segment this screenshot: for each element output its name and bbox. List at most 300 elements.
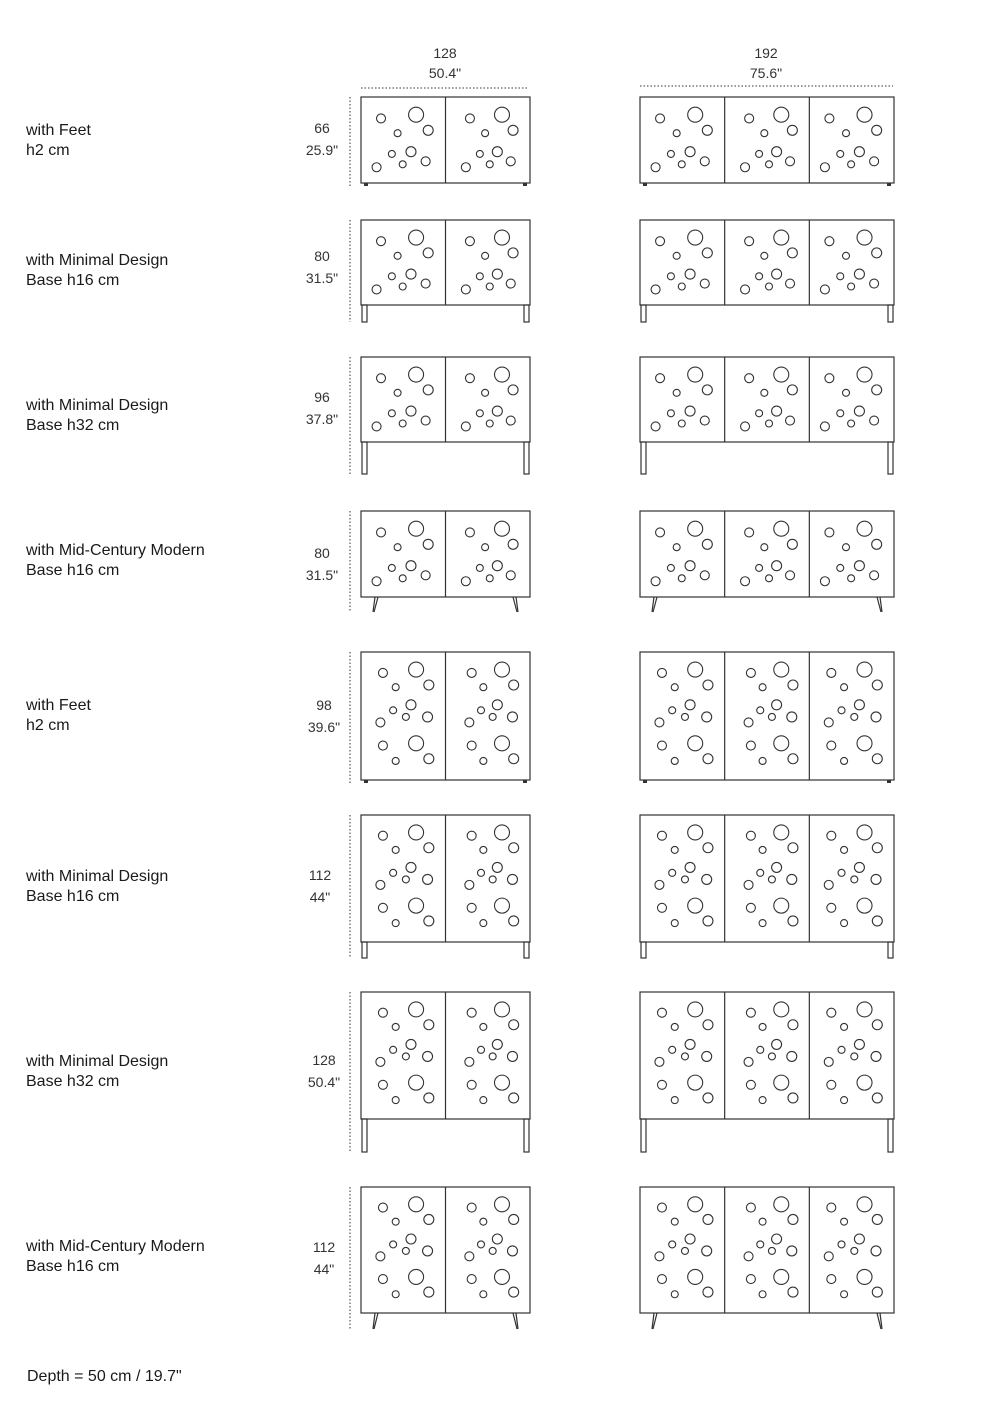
height-cm: 128 xyxy=(312,1052,336,1068)
porthole-circle xyxy=(820,422,829,431)
porthole-circle xyxy=(508,248,518,258)
porthole-circle xyxy=(848,575,855,582)
porthole-circle xyxy=(838,869,845,876)
porthole-circle xyxy=(671,1218,678,1225)
porthole-circle xyxy=(406,1039,416,1049)
row-label-line2: h2 cm xyxy=(26,717,70,734)
minimal-base-leg xyxy=(362,1119,367,1152)
porthole-circle xyxy=(509,916,519,926)
porthole-circle xyxy=(774,367,789,382)
porthole-circle xyxy=(788,1020,798,1030)
porthole-circle xyxy=(774,825,789,840)
porthole-circle xyxy=(478,1046,485,1053)
porthole-circle xyxy=(774,107,789,122)
porthole-circle xyxy=(870,279,879,288)
porthole-circle xyxy=(854,700,864,710)
porthole-circle xyxy=(841,684,848,691)
porthole-circle xyxy=(423,1246,433,1256)
row-label-line2: Base h16 cm xyxy=(26,562,120,579)
porthole-circle xyxy=(744,718,753,727)
porthole-circle xyxy=(461,163,470,172)
porthole-circle xyxy=(703,1214,713,1224)
porthole-circle xyxy=(657,1203,666,1212)
porthole-circle xyxy=(406,1234,416,1244)
porthole-circle xyxy=(774,1197,789,1212)
porthole-circle xyxy=(787,248,797,258)
porthole-circle xyxy=(838,1046,845,1053)
foot xyxy=(887,780,891,783)
porthole-circle xyxy=(480,1291,487,1298)
porthole-circle xyxy=(741,422,750,431)
porthole-circle xyxy=(857,1002,872,1017)
porthole-circle xyxy=(854,1234,864,1244)
porthole-circle xyxy=(685,269,695,279)
porthole-circle xyxy=(467,903,476,912)
porthole-circle xyxy=(843,130,850,137)
row-label-line2: Base h16 cm xyxy=(26,1258,120,1275)
porthole-circle xyxy=(388,564,395,571)
minimal-base-leg xyxy=(524,442,529,474)
porthole-circle xyxy=(478,1241,485,1248)
porthole-circle xyxy=(788,916,798,926)
porthole-circle xyxy=(423,125,433,135)
porthole-circle xyxy=(768,1247,775,1254)
porthole-circle xyxy=(376,1057,385,1066)
minimal-base-leg xyxy=(524,305,529,322)
porthole-circle xyxy=(494,107,509,122)
porthole-circle xyxy=(476,150,483,157)
porthole-circle xyxy=(757,1241,764,1248)
height-in: 37.8" xyxy=(305,411,339,427)
porthole-circle xyxy=(872,248,882,258)
porthole-circle xyxy=(768,1053,775,1060)
porthole-circle xyxy=(857,736,872,751)
porthole-circle xyxy=(406,147,416,157)
porthole-circle xyxy=(685,561,695,571)
porthole-circle xyxy=(651,577,660,586)
height-in: 50.4" xyxy=(307,1074,341,1090)
porthole-circle xyxy=(421,571,430,580)
porthole-circle xyxy=(480,846,487,853)
porthole-circle xyxy=(494,1075,509,1090)
porthole-circle xyxy=(492,700,502,710)
porthole-circle xyxy=(480,757,487,764)
porthole-circle xyxy=(667,150,674,157)
porthole-circle xyxy=(478,707,485,714)
porthole-circle xyxy=(872,843,882,853)
porthole-circle xyxy=(378,1080,387,1089)
porthole-circle xyxy=(655,1057,664,1066)
porthole-circle xyxy=(854,561,864,571)
porthole-circle xyxy=(467,831,476,840)
porthole-circle xyxy=(759,1218,766,1225)
porthole-circle xyxy=(476,564,483,571)
porthole-circle xyxy=(774,230,789,245)
porthole-circle xyxy=(788,843,798,853)
porthole-circle xyxy=(399,575,406,582)
porthole-circle xyxy=(746,1008,755,1017)
porthole-circle xyxy=(872,1287,882,1297)
porthole-circle xyxy=(761,389,768,396)
porthole-circle xyxy=(669,707,676,714)
porthole-circle xyxy=(409,662,424,677)
porthole-circle xyxy=(465,880,474,889)
porthole-circle xyxy=(494,898,509,913)
porthole-circle xyxy=(759,1097,766,1104)
porthole-circle xyxy=(506,157,515,166)
porthole-circle xyxy=(467,1203,476,1212)
row-label-line2: h2 cm xyxy=(26,142,70,159)
porthole-circle xyxy=(465,718,474,727)
porthole-circle xyxy=(838,1241,845,1248)
porthole-circle xyxy=(766,161,773,168)
porthole-circle xyxy=(827,741,836,750)
width-cm: 192 xyxy=(754,45,778,61)
porthole-circle xyxy=(492,1039,502,1049)
porthole-circle xyxy=(394,130,401,137)
porthole-circle xyxy=(746,741,755,750)
porthole-circle xyxy=(424,1287,434,1297)
porthole-circle xyxy=(824,1252,833,1261)
porthole-circle xyxy=(480,1097,487,1104)
row-label-line1: with Minimal Design xyxy=(26,397,169,414)
porthole-circle xyxy=(671,1097,678,1104)
porthole-circle xyxy=(423,874,433,884)
foot xyxy=(887,183,891,186)
porthole-circle xyxy=(824,1057,833,1066)
porthole-circle xyxy=(756,564,763,571)
porthole-circle xyxy=(685,1234,695,1244)
porthole-circle xyxy=(746,831,755,840)
porthole-circle xyxy=(787,874,797,884)
porthole-circle xyxy=(486,420,493,427)
porthole-circle xyxy=(377,374,386,383)
porthole-circle xyxy=(685,700,695,710)
porthole-circle xyxy=(656,237,665,246)
porthole-circle xyxy=(655,1252,664,1261)
porthole-circle xyxy=(671,920,678,927)
porthole-circle xyxy=(841,846,848,853)
row-label-line2: Base h16 cm xyxy=(26,272,120,289)
porthole-circle xyxy=(685,147,695,157)
porthole-circle xyxy=(772,561,782,571)
porthole-circle xyxy=(399,161,406,168)
porthole-circle xyxy=(756,273,763,280)
porthole-circle xyxy=(394,389,401,396)
porthole-circle xyxy=(423,539,433,549)
porthole-circle xyxy=(848,283,855,290)
foot xyxy=(364,780,368,783)
porthole-circle xyxy=(406,561,416,571)
porthole-circle xyxy=(482,389,489,396)
porthole-circle xyxy=(492,147,502,157)
porthole-circle xyxy=(827,1275,836,1284)
height-in: 39.6" xyxy=(307,719,341,735)
porthole-circle xyxy=(872,1093,882,1103)
porthole-circle xyxy=(409,1269,424,1284)
porthole-circle xyxy=(372,422,381,431)
porthole-circle xyxy=(402,1247,409,1254)
porthole-circle xyxy=(376,718,385,727)
width-cm: 128 xyxy=(433,45,457,61)
minimal-base-leg xyxy=(362,305,367,322)
porthole-circle xyxy=(392,1218,399,1225)
porthole-circle xyxy=(480,1218,487,1225)
porthole-circle xyxy=(651,285,660,294)
porthole-circle xyxy=(768,713,775,720)
porthole-circle xyxy=(671,757,678,764)
porthole-circle xyxy=(870,157,879,166)
porthole-circle xyxy=(390,1046,397,1053)
porthole-circle xyxy=(656,114,665,123)
porthole-circle xyxy=(421,157,430,166)
porthole-circle xyxy=(824,718,833,727)
porthole-circle xyxy=(507,712,517,722)
porthole-circle xyxy=(702,1246,712,1256)
porthole-circle xyxy=(837,273,844,280)
porthole-circle xyxy=(494,230,509,245)
porthole-circle xyxy=(857,1075,872,1090)
porthole-circle xyxy=(857,1197,872,1212)
porthole-circle xyxy=(423,1051,433,1061)
porthole-circle xyxy=(744,1057,753,1066)
porthole-circle xyxy=(857,521,872,536)
porthole-circle xyxy=(390,1241,397,1248)
porthole-circle xyxy=(467,1275,476,1284)
porthole-circle xyxy=(825,237,834,246)
porthole-circle xyxy=(424,843,434,853)
porthole-circle xyxy=(465,1057,474,1066)
sideboard-body xyxy=(640,511,894,597)
porthole-circle xyxy=(744,1252,753,1261)
porthole-circle xyxy=(848,420,855,427)
porthole-circle xyxy=(766,575,773,582)
porthole-circle xyxy=(703,1020,713,1030)
porthole-circle xyxy=(774,1269,789,1284)
porthole-circle xyxy=(409,230,424,245)
porthole-circle xyxy=(703,754,713,764)
sideboard-body xyxy=(640,357,894,442)
porthole-circle xyxy=(788,680,798,690)
porthole-circle xyxy=(761,544,768,551)
porthole-circle xyxy=(688,367,703,382)
porthole-circle xyxy=(392,1023,399,1030)
porthole-circle xyxy=(681,876,688,883)
porthole-circle xyxy=(841,1218,848,1225)
porthole-circle xyxy=(678,161,685,168)
porthole-circle xyxy=(746,1080,755,1089)
porthole-circle xyxy=(392,1291,399,1298)
porthole-circle xyxy=(843,544,850,551)
row-label-line1: with Minimal Design xyxy=(26,868,169,885)
porthole-circle xyxy=(854,147,864,157)
porthole-circle xyxy=(409,367,424,382)
height-cm: 66 xyxy=(314,120,330,136)
porthole-circle xyxy=(857,230,872,245)
porthole-circle xyxy=(702,125,712,135)
porthole-circle xyxy=(688,736,703,751)
porthole-circle xyxy=(409,1075,424,1090)
porthole-circle xyxy=(421,416,430,425)
porthole-circle xyxy=(786,416,795,425)
porthole-circle xyxy=(688,898,703,913)
porthole-circle xyxy=(390,707,397,714)
porthole-circle xyxy=(492,1234,502,1244)
porthole-circle xyxy=(746,1275,755,1284)
porthole-circle xyxy=(702,1051,712,1061)
porthole-circle xyxy=(772,1039,782,1049)
minimal-base-leg xyxy=(641,305,646,322)
porthole-circle xyxy=(424,1020,434,1030)
row-label-line1: with Feet xyxy=(26,122,91,139)
porthole-circle xyxy=(656,528,665,537)
minimal-base-leg xyxy=(641,442,646,474)
porthole-circle xyxy=(465,374,474,383)
height-cm: 96 xyxy=(314,389,330,405)
minimal-base-leg xyxy=(888,305,893,322)
porthole-circle xyxy=(759,846,766,853)
porthole-circle xyxy=(768,876,775,883)
porthole-circle xyxy=(703,916,713,926)
row-label-line2: Base h16 cm xyxy=(26,888,120,905)
porthole-circle xyxy=(673,252,680,259)
porthole-circle xyxy=(688,1002,703,1017)
porthole-circle xyxy=(494,1269,509,1284)
porthole-circle xyxy=(857,367,872,382)
porthole-circle xyxy=(409,521,424,536)
porthole-circle xyxy=(507,1051,517,1061)
porthole-circle xyxy=(688,521,703,536)
porthole-circle xyxy=(824,880,833,889)
porthole-circle xyxy=(406,700,416,710)
porthole-circle xyxy=(390,869,397,876)
porthole-circle xyxy=(378,668,387,677)
porthole-circle xyxy=(759,1023,766,1030)
porthole-circle xyxy=(489,1247,496,1254)
foot xyxy=(643,780,647,783)
porthole-circle xyxy=(857,1269,872,1284)
porthole-circle xyxy=(756,150,763,157)
porthole-circle xyxy=(766,283,773,290)
porthole-circle xyxy=(482,252,489,259)
porthole-circle xyxy=(424,754,434,764)
porthole-circle xyxy=(745,114,754,123)
porthole-circle xyxy=(700,279,709,288)
porthole-circle xyxy=(837,150,844,157)
porthole-circle xyxy=(757,1046,764,1053)
porthole-circle xyxy=(870,416,879,425)
height-in: 31.5" xyxy=(305,567,339,583)
porthole-circle xyxy=(745,528,754,537)
porthole-circle xyxy=(465,237,474,246)
foot xyxy=(364,183,368,186)
porthole-circle xyxy=(702,712,712,722)
porthole-circle xyxy=(655,718,664,727)
porthole-circle xyxy=(745,374,754,383)
porthole-circle xyxy=(476,410,483,417)
porthole-circle xyxy=(507,1246,517,1256)
porthole-circle xyxy=(489,876,496,883)
porthole-circle xyxy=(871,874,881,884)
porthole-circle xyxy=(424,680,434,690)
porthole-circle xyxy=(837,410,844,417)
porthole-circle xyxy=(476,273,483,280)
porthole-circle xyxy=(406,406,416,416)
porthole-circle xyxy=(508,539,518,549)
porthole-circle xyxy=(872,539,882,549)
porthole-circle xyxy=(681,713,688,720)
porthole-circle xyxy=(494,825,509,840)
porthole-circle xyxy=(700,416,709,425)
porthole-circle xyxy=(402,713,409,720)
porthole-circle xyxy=(667,410,674,417)
porthole-circle xyxy=(509,843,519,853)
porthole-circle xyxy=(848,161,855,168)
porthole-circle xyxy=(508,125,518,135)
foot xyxy=(523,780,527,783)
porthole-circle xyxy=(827,1080,836,1089)
porthole-circle xyxy=(671,846,678,853)
porthole-circle xyxy=(678,283,685,290)
porthole-circle xyxy=(507,874,517,884)
porthole-circle xyxy=(688,1075,703,1090)
porthole-circle xyxy=(467,741,476,750)
porthole-circle xyxy=(759,1291,766,1298)
porthole-circle xyxy=(423,385,433,395)
minimal-base-leg xyxy=(641,1119,646,1152)
porthole-circle xyxy=(774,662,789,677)
row-label-line1: with Mid-Century Modern xyxy=(26,542,205,559)
porthole-circle xyxy=(820,577,829,586)
porthole-circle xyxy=(787,1051,797,1061)
porthole-circle xyxy=(506,571,515,580)
porthole-circle xyxy=(759,684,766,691)
porthole-circle xyxy=(392,1097,399,1104)
porthole-circle xyxy=(378,1203,387,1212)
porthole-circle xyxy=(786,571,795,580)
porthole-circle xyxy=(787,125,797,135)
sideboard-body xyxy=(640,220,894,305)
porthole-circle xyxy=(399,420,406,427)
porthole-circle xyxy=(688,662,703,677)
porthole-circle xyxy=(492,269,502,279)
porthole-circle xyxy=(788,1214,798,1224)
porthole-circle xyxy=(872,680,882,690)
porthole-circle xyxy=(489,1053,496,1060)
porthole-circle xyxy=(506,279,515,288)
porthole-circle xyxy=(492,406,502,416)
porthole-circle xyxy=(854,406,864,416)
porthole-circle xyxy=(851,713,858,720)
porthole-circle xyxy=(774,736,789,751)
porthole-circle xyxy=(509,680,519,690)
porthole-circle xyxy=(657,1275,666,1284)
porthole-circle xyxy=(399,283,406,290)
porthole-circle xyxy=(480,684,487,691)
porthole-circle xyxy=(657,903,666,912)
porthole-circle xyxy=(841,757,848,764)
porthole-circle xyxy=(702,874,712,884)
porthole-circle xyxy=(871,1051,881,1061)
porthole-circle xyxy=(402,876,409,883)
porthole-circle xyxy=(673,389,680,396)
porthole-circle xyxy=(786,157,795,166)
porthole-circle xyxy=(685,1039,695,1049)
porthole-circle xyxy=(655,880,664,889)
porthole-circle xyxy=(409,736,424,751)
porthole-circle xyxy=(424,1214,434,1224)
porthole-circle xyxy=(423,712,433,722)
